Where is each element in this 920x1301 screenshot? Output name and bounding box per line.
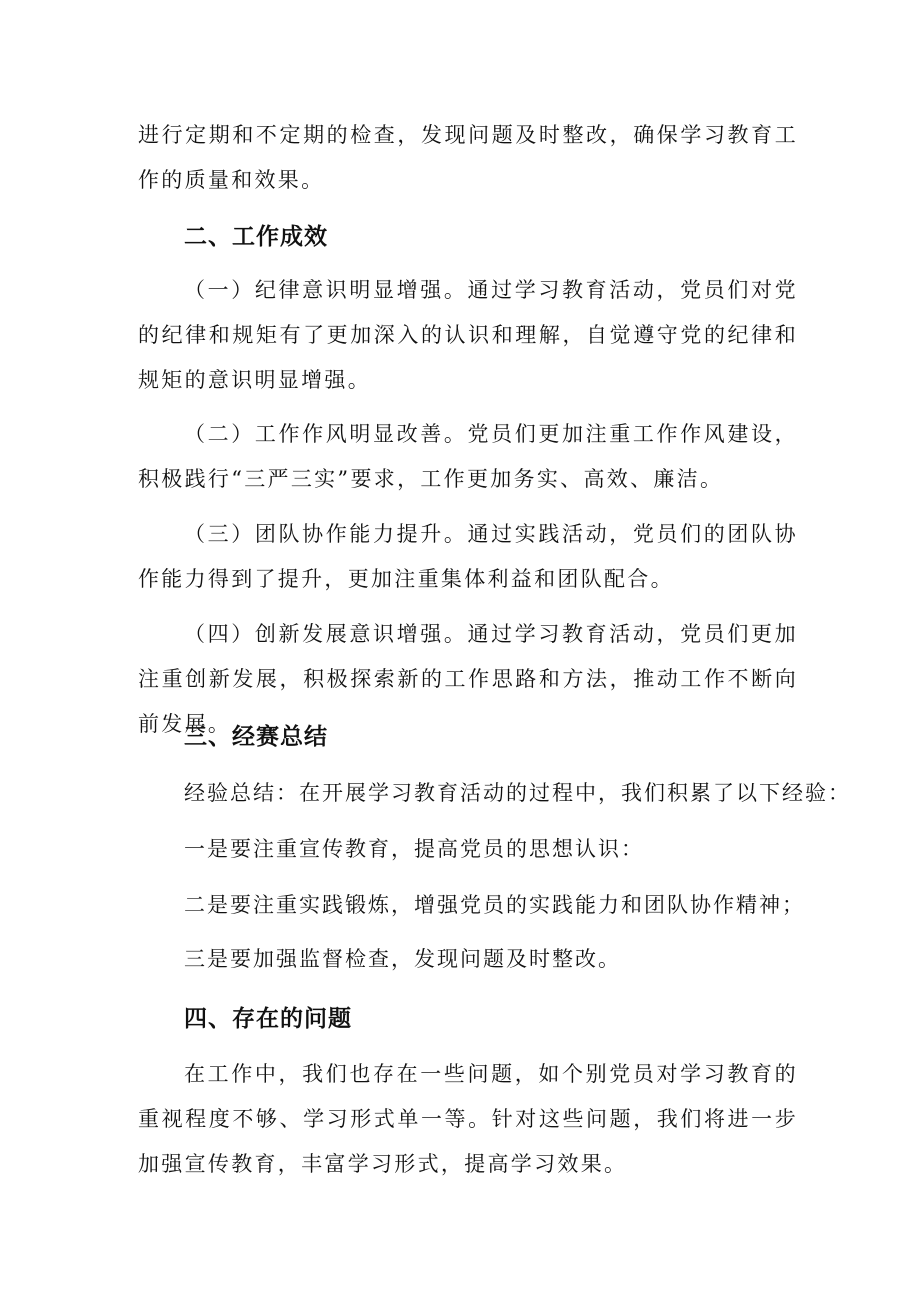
experience-point-3: 三是要加强监督检查，发现问题及时整改。	[184, 947, 621, 971]
section-heading-work-results: 二、工作成效	[184, 224, 328, 250]
experience-point-1: 一是要注重宣传教育，提高党员的思想认识：	[184, 837, 644, 861]
experience-point-2: 二是要注重实践锻炼，增强党员的实践能力和团队协作精神；	[184, 893, 805, 917]
intro-paragraph: 进行定期和不定期的检查，发现问题及时整改，确保学习教育工作的质量和效果。	[138, 123, 798, 192]
section-heading-experience-summary: 三、经赛总结	[184, 724, 328, 750]
experience-summary-intro: 经验总结：在开展学习教育活动的过程中，我们积累了以下经验：	[184, 781, 851, 805]
result-item-innovation: （四）创新发展意识增强。通过学习教育活动，党员们更加注重创新发展，积极探索新的工作思路和方法，推动工作不断向前发展。	[138, 622, 798, 736]
result-item-teamwork: （三）团队协作能力提升。通过实践活动，党员们的团队协作能力得到了提升，更加注重集体利益和团队配合。	[138, 522, 798, 591]
problems-paragraph: 在工作中，我们也存在一些问题，如个别党员对学习教育的重视程度不够、学习形式单一等。针对这些问题，我们将进一步加强宣传教育，丰富学习形式，提高学习效果。	[138, 1062, 798, 1176]
section-heading-existing-problems: 四、存在的问题	[184, 1006, 352, 1032]
result-item-work-style: （二）工作作风明显改善。党员们更加注重工作作风建设，积极践行“三严三实”要求，工作更加务实、高效、廉洁。	[138, 422, 798, 491]
result-item-discipline: （一）纪律意识明显增强。通过学习教育活动，党员们对党的纪律和规矩有了更加深入的认识和理解，自觉遵守党的纪律和规矩的意识明显增强。	[138, 278, 798, 392]
